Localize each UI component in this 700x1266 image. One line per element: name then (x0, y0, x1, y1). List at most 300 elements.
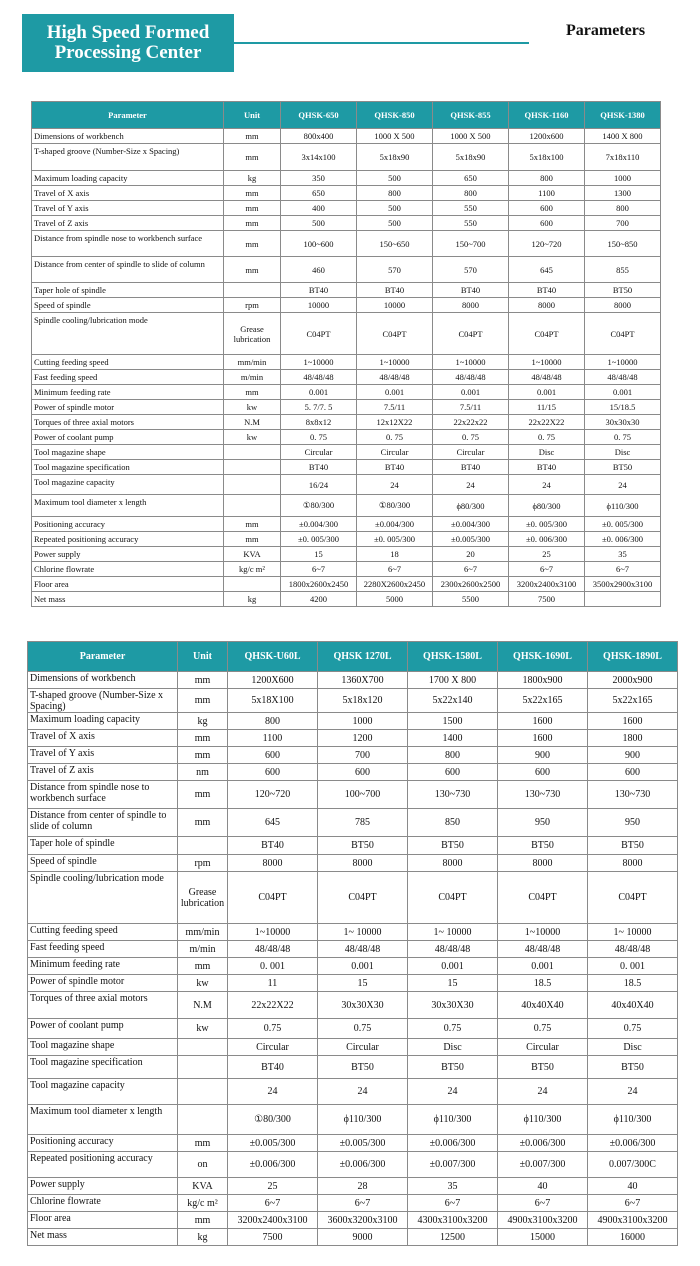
unit-cell (224, 475, 281, 495)
value-cell: BT40 (357, 460, 433, 475)
value-cell: 800 (408, 747, 498, 764)
value-cell: 48/48/48 (228, 941, 318, 958)
parameter-label: Power of coolant pump (28, 1019, 178, 1039)
parameter-label: Power of spindle motor (32, 400, 224, 415)
unit-cell: mm (178, 672, 228, 689)
value-cell: BT40 (228, 837, 318, 855)
value-cell: 600 (228, 747, 318, 764)
value-cell: Disc (585, 445, 661, 460)
value-cell: 6~7 (281, 562, 357, 577)
value-cell: ϕ110/300 (588, 1105, 678, 1135)
value-cell: 800x400 (281, 129, 357, 144)
header-model: QHSK-1690L (498, 642, 588, 672)
parameter-label: Minimum feeding rate (28, 958, 178, 975)
parameter-label: Taper hole of spindle (32, 283, 224, 298)
table-row (28, 924, 678, 941)
value-cell: 8000 (433, 298, 509, 313)
value-cell: 1~ 10000 (408, 924, 498, 941)
value-cell: 645 (228, 809, 318, 837)
value-cell: ±0. 005/300 (357, 532, 433, 547)
value-cell: ①80/300 (357, 495, 433, 517)
value-cell: BT50 (318, 1056, 408, 1079)
parameter-label: Tool magazine shape (28, 1039, 178, 1056)
value-cell: 0. 001 (228, 958, 318, 975)
unit-cell: mm (224, 532, 281, 547)
value-cell: 1~10000 (509, 355, 585, 370)
value-cell: 8000 (498, 855, 588, 872)
value-cell: 400 (281, 201, 357, 216)
table-row (32, 460, 661, 475)
unit-cell (224, 577, 281, 592)
unit-cell: mm (178, 747, 228, 764)
parameter-label: Spindle cooling/lubrication mode (28, 872, 178, 924)
table-row (28, 975, 678, 992)
unit-cell: mm (224, 517, 281, 532)
value-cell: 0. 75 (433, 430, 509, 445)
value-cell: C04PT (433, 313, 509, 355)
table-row (32, 577, 661, 592)
unit-cell: mm (178, 1212, 228, 1229)
parameter-label: Speed of spindle (28, 855, 178, 872)
unit-cell (178, 1079, 228, 1105)
parameter-label: Distance from center of spindle to slide of column (32, 257, 224, 283)
parameter-label: Travel of Y axis (28, 747, 178, 764)
value-cell: Circular (433, 445, 509, 460)
value-cell: 1~10000 (228, 924, 318, 941)
value-cell: ϕ110/300 (585, 495, 661, 517)
value-cell: C04PT (228, 872, 318, 924)
value-cell: 800 (585, 201, 661, 216)
unit-cell: mm (178, 1135, 228, 1152)
value-cell: ±0.005/300 (433, 532, 509, 547)
value-cell: C04PT (318, 872, 408, 924)
value-cell: 5x22x140 (408, 689, 498, 713)
value-cell: 570 (433, 257, 509, 283)
value-cell: Circular (498, 1039, 588, 1056)
value-cell: 600 (509, 201, 585, 216)
value-cell: 0.001 (498, 958, 588, 975)
value-cell: 950 (588, 809, 678, 837)
value-cell: 24 (318, 1079, 408, 1105)
value-cell: 120~720 (228, 781, 318, 809)
value-cell: ±0.004/300 (281, 517, 357, 532)
value-cell: 6~7 (228, 1195, 318, 1212)
parameter-label: Tool magazine specification (28, 1056, 178, 1079)
value-cell: ϕ110/300 (408, 1105, 498, 1135)
value-cell: 0. 75 (509, 430, 585, 445)
value-cell: 1600 (498, 730, 588, 747)
value-cell: 11 (228, 975, 318, 992)
value-cell: BT50 (498, 1056, 588, 1079)
parameter-label: Dimensions of workbench (28, 672, 178, 689)
unit-cell (178, 1056, 228, 1079)
parameter-label: Chlorine flowrate (32, 562, 224, 577)
value-cell: 48/48/48 (408, 941, 498, 958)
unit-cell: mm (178, 781, 228, 809)
value-cell: 24 (228, 1079, 318, 1105)
parameters-table-1 (31, 101, 661, 607)
value-cell: BT50 (585, 283, 661, 298)
table-row (32, 216, 661, 231)
parameter-label: Travel of X axis (32, 186, 224, 201)
value-cell: 1~10000 (498, 924, 588, 941)
value-cell: 500 (357, 171, 433, 186)
header-model: QHSK-1580L (408, 642, 498, 672)
value-cell: 5000 (357, 592, 433, 607)
value-cell: 8000 (318, 855, 408, 872)
table-row (28, 672, 678, 689)
value-cell: Disc (588, 1039, 678, 1056)
value-cell: 1100 (228, 730, 318, 747)
table-row (32, 144, 661, 171)
parameter-label: Tool magazine specification (32, 460, 224, 475)
value-cell: ϕ80/300 (433, 495, 509, 517)
parameter-label: Torques of three axial motors (32, 415, 224, 430)
value-cell: 800 (509, 171, 585, 186)
value-cell: 24 (585, 475, 661, 495)
value-cell: 0.001 (281, 385, 357, 400)
value-cell: 10000 (281, 298, 357, 313)
value-cell: 1200X600 (228, 672, 318, 689)
value-cell: 3200x2400x3100 (228, 1212, 318, 1229)
table-row (32, 532, 661, 547)
value-cell: 1400 (408, 730, 498, 747)
unit-cell: mm/min (224, 355, 281, 370)
value-cell: ±0. 005/300 (585, 517, 661, 532)
header-model: QHSK-1160 (509, 102, 585, 129)
parameter-label: Power supply (28, 1178, 178, 1195)
unit-cell: rpm (178, 855, 228, 872)
unit-cell: nm (178, 764, 228, 781)
title-banner (22, 14, 234, 72)
value-cell: 900 (498, 747, 588, 764)
value-cell: 650 (433, 171, 509, 186)
value-cell: 18 (357, 547, 433, 562)
table-row (32, 298, 661, 313)
unit-cell: mm (178, 689, 228, 713)
value-cell: 0.75 (588, 1019, 678, 1039)
header-unit: Unit (224, 102, 281, 129)
table-row (32, 415, 661, 430)
value-cell: 2280X2600x2450 (357, 577, 433, 592)
value-cell: 30x30X30 (318, 992, 408, 1019)
value-cell: 16/24 (281, 475, 357, 495)
value-cell: 0. 001 (588, 958, 678, 975)
value-cell: 5x22x165 (498, 689, 588, 713)
value-cell: 950 (498, 809, 588, 837)
value-cell: 24 (498, 1079, 588, 1105)
value-cell: 5x18x90 (357, 144, 433, 171)
value-cell: 130~730 (498, 781, 588, 809)
table-row (32, 129, 661, 144)
value-cell: 48/48/48 (357, 370, 433, 385)
parameter-label: Dimensions of workbench (32, 129, 224, 144)
value-cell: 1~10000 (585, 355, 661, 370)
parameter-label: Tool magazine capacity (28, 1079, 178, 1105)
parameter-label: Travel of X axis (28, 730, 178, 747)
value-cell: 48/48/48 (588, 941, 678, 958)
value-cell: ±0.007/300 (498, 1152, 588, 1178)
parameter-label: Repeated positioning accuracy (32, 532, 224, 547)
value-cell: 800 (228, 713, 318, 730)
table-row (32, 475, 661, 495)
header-model: QHSK-1380 (585, 102, 661, 129)
value-cell: 30x30x30 (585, 415, 661, 430)
table-row (28, 764, 678, 781)
value-cell: BT40 (281, 283, 357, 298)
value-cell: 3200x2400x3100 (509, 577, 585, 592)
value-cell: 1000 (318, 713, 408, 730)
value-cell: 1300 (585, 186, 661, 201)
value-cell: 1700 X 800 (408, 672, 498, 689)
unit-cell: N.M (224, 415, 281, 430)
value-cell: ±0.006/300 (588, 1135, 678, 1152)
table-row (28, 1135, 678, 1152)
value-cell: 4900x3100x3200 (498, 1212, 588, 1229)
value-cell: C04PT (281, 313, 357, 355)
value-cell: 1~ 10000 (318, 924, 408, 941)
value-cell: 1~10000 (433, 355, 509, 370)
value-cell: C04PT (498, 872, 588, 924)
value-cell: 15 (281, 547, 357, 562)
unit-cell: mm (178, 809, 228, 837)
table-row (32, 313, 661, 355)
value-cell: 20 (433, 547, 509, 562)
value-cell: 550 (433, 216, 509, 231)
value-cell: 35 (408, 1178, 498, 1195)
header-accent-line (234, 42, 529, 44)
value-cell: 0.001 (357, 385, 433, 400)
parameter-label: Repeated positioning accuracy (28, 1152, 178, 1178)
table-row (28, 837, 678, 855)
unit-cell (178, 837, 228, 855)
value-cell: 1~10000 (281, 355, 357, 370)
parameter-label: Speed of spindle (32, 298, 224, 313)
parameters-table-2 (27, 641, 678, 1246)
value-cell: BT50 (318, 837, 408, 855)
value-cell: 120~720 (509, 231, 585, 257)
value-cell: 1500 (408, 713, 498, 730)
value-cell: 12500 (408, 1229, 498, 1246)
value-cell: 5x18x90 (433, 144, 509, 171)
unit-cell: mm (224, 129, 281, 144)
value-cell: 600 (588, 764, 678, 781)
unit-cell: rpm (224, 298, 281, 313)
value-cell: BT50 (588, 1056, 678, 1079)
unit-cell: mm/min (178, 924, 228, 941)
table-row (28, 1019, 678, 1039)
value-cell: 800 (357, 186, 433, 201)
table-row (28, 1229, 678, 1246)
value-cell: 350 (281, 171, 357, 186)
value-cell: 855 (585, 257, 661, 283)
unit-cell: Grease lubrication (178, 872, 228, 924)
table-row (28, 941, 678, 958)
value-cell: 15 (318, 975, 408, 992)
value-cell: 0.001 (433, 385, 509, 400)
value-cell: Circular (228, 1039, 318, 1056)
value-cell: 22x22x22 (433, 415, 509, 430)
value-cell: 1800 (588, 730, 678, 747)
value-cell: 5500 (433, 592, 509, 607)
value-cell: 7.5/11 (433, 400, 509, 415)
value-cell: 1800x2600x2450 (281, 577, 357, 592)
value-cell: 8000 (509, 298, 585, 313)
value-cell: 8000 (588, 855, 678, 872)
table-row (28, 781, 678, 809)
unit-cell: kg (178, 713, 228, 730)
header-model: QHSK-855 (433, 102, 509, 129)
table-row (32, 171, 661, 186)
value-cell: 6~7 (509, 562, 585, 577)
unit-cell: kg (224, 171, 281, 186)
parameter-label: Maximum tool diameter x length (28, 1105, 178, 1135)
unit-cell: mm (224, 201, 281, 216)
table-row (32, 430, 661, 445)
header-model: QHSK 1270L (318, 642, 408, 672)
table-row (28, 1056, 678, 1079)
value-cell: BT50 (408, 1056, 498, 1079)
value-cell: 1600 (498, 713, 588, 730)
unit-cell: kg (224, 592, 281, 607)
parameter-label: Maximum loading capacity (32, 171, 224, 186)
value-cell: ±0.006/300 (498, 1135, 588, 1152)
value-cell: 600 (498, 764, 588, 781)
value-cell: 40x40X40 (588, 992, 678, 1019)
value-cell: BT40 (228, 1056, 318, 1079)
value-cell: 24 (509, 475, 585, 495)
parameter-label: Chlorine flowrate (28, 1195, 178, 1212)
header-parameter: Parameter (32, 102, 224, 129)
value-cell: 700 (585, 216, 661, 231)
unit-cell: Grease lubrication (224, 313, 281, 355)
value-cell: BT50 (585, 460, 661, 475)
value-cell: 48/48/48 (318, 941, 408, 958)
value-cell: 11/15 (509, 400, 585, 415)
value-cell: Circular (318, 1039, 408, 1056)
parameter-label: Net mass (32, 592, 224, 607)
table-row (28, 958, 678, 975)
value-cell: 0. 75 (281, 430, 357, 445)
value-cell: 4900x3100x3200 (588, 1212, 678, 1229)
value-cell: 600 (318, 764, 408, 781)
value-cell: 48/48/48 (498, 941, 588, 958)
parameter-label: Power supply (32, 547, 224, 562)
unit-cell: mm (178, 958, 228, 975)
value-cell: 48/48/48 (509, 370, 585, 385)
value-cell: 30x30X30 (408, 992, 498, 1019)
value-cell: 150~650 (357, 231, 433, 257)
value-cell: 5x18X100 (228, 689, 318, 713)
value-cell: Circular (357, 445, 433, 460)
value-cell: 16000 (588, 1229, 678, 1246)
value-cell: 0.001 (509, 385, 585, 400)
value-cell: 1200x600 (509, 129, 585, 144)
value-cell: ±0.007/300 (408, 1152, 498, 1178)
parameter-label: Spindle cooling/lubrication mode (32, 313, 224, 355)
value-cell: ±0.006/300 (318, 1152, 408, 1178)
table-row (28, 855, 678, 872)
value-cell: ①80/300 (228, 1105, 318, 1135)
value-cell: 24 (408, 1079, 498, 1105)
value-cell: 100~700 (318, 781, 408, 809)
value-cell: 8x8x12 (281, 415, 357, 430)
value-cell: 1360X700 (318, 672, 408, 689)
unit-cell: mm (224, 186, 281, 201)
parameter-label: Travel of Y axis (32, 201, 224, 216)
value-cell: 1000 X 500 (357, 129, 433, 144)
value-cell: 700 (318, 747, 408, 764)
value-cell: 7500 (509, 592, 585, 607)
value-cell: 5x18x100 (509, 144, 585, 171)
value-cell: ±0.006/300 (228, 1152, 318, 1178)
unit-cell: kg/c m² (224, 562, 281, 577)
table-row (28, 1152, 678, 1178)
header-model: QHSK-850 (357, 102, 433, 129)
value-cell: 4300x3100x3200 (408, 1212, 498, 1229)
value-cell: Disc (408, 1039, 498, 1056)
value-cell: 48/48/48 (585, 370, 661, 385)
parameter-label: Maximum tool diameter x length (32, 495, 224, 517)
value-cell: Disc (509, 445, 585, 460)
parameter-label: Tool magazine shape (32, 445, 224, 460)
table-row (32, 400, 661, 415)
value-cell: 7.5/11 (357, 400, 433, 415)
value-cell: 0.75 (408, 1019, 498, 1039)
value-cell: ±0. 005/300 (281, 532, 357, 547)
parameter-label: Maximum loading capacity (28, 713, 178, 730)
value-cell: 5x22x165 (588, 689, 678, 713)
value-cell: C04PT (357, 313, 433, 355)
value-cell: 22x22X22 (228, 992, 318, 1019)
table-row (28, 689, 678, 713)
unit-cell: m/min (224, 370, 281, 385)
value-cell: 10000 (357, 298, 433, 313)
value-cell: ±0.004/300 (433, 517, 509, 532)
value-cell: 5x18x120 (318, 689, 408, 713)
value-cell: C04PT (509, 313, 585, 355)
unit-cell: kg (178, 1229, 228, 1246)
value-cell: 24 (433, 475, 509, 495)
value-cell: 1~ 10000 (588, 924, 678, 941)
value-cell: BT40 (357, 283, 433, 298)
value-cell: 570 (357, 257, 433, 283)
value-cell: 500 (357, 216, 433, 231)
value-cell: BT50 (408, 837, 498, 855)
value-cell: ±0.006/300 (408, 1135, 498, 1152)
table-header-row (32, 102, 661, 129)
value-cell: ±0.005/300 (318, 1135, 408, 1152)
value-cell: BT50 (588, 837, 678, 855)
value-cell: 48/48/48 (433, 370, 509, 385)
value-cell: 6~7 (408, 1195, 498, 1212)
value-cell: ±0.005/300 (228, 1135, 318, 1152)
unit-cell: kw (178, 1019, 228, 1039)
parameter-label: Power of coolant pump (32, 430, 224, 445)
value-cell: BT50 (498, 837, 588, 855)
value-cell: 15/18.5 (585, 400, 661, 415)
unit-cell (224, 495, 281, 517)
value-cell: C04PT (585, 313, 661, 355)
table-row (28, 872, 678, 924)
unit-cell (224, 460, 281, 475)
parameter-label: T-shaped groove (Number-Size x Spacing) (28, 689, 178, 713)
value-cell: 0.75 (228, 1019, 318, 1039)
parameter-label: Travel of Z axis (28, 764, 178, 781)
value-cell: 550 (433, 201, 509, 216)
value-cell: 0.75 (498, 1019, 588, 1039)
value-cell: 650 (281, 186, 357, 201)
